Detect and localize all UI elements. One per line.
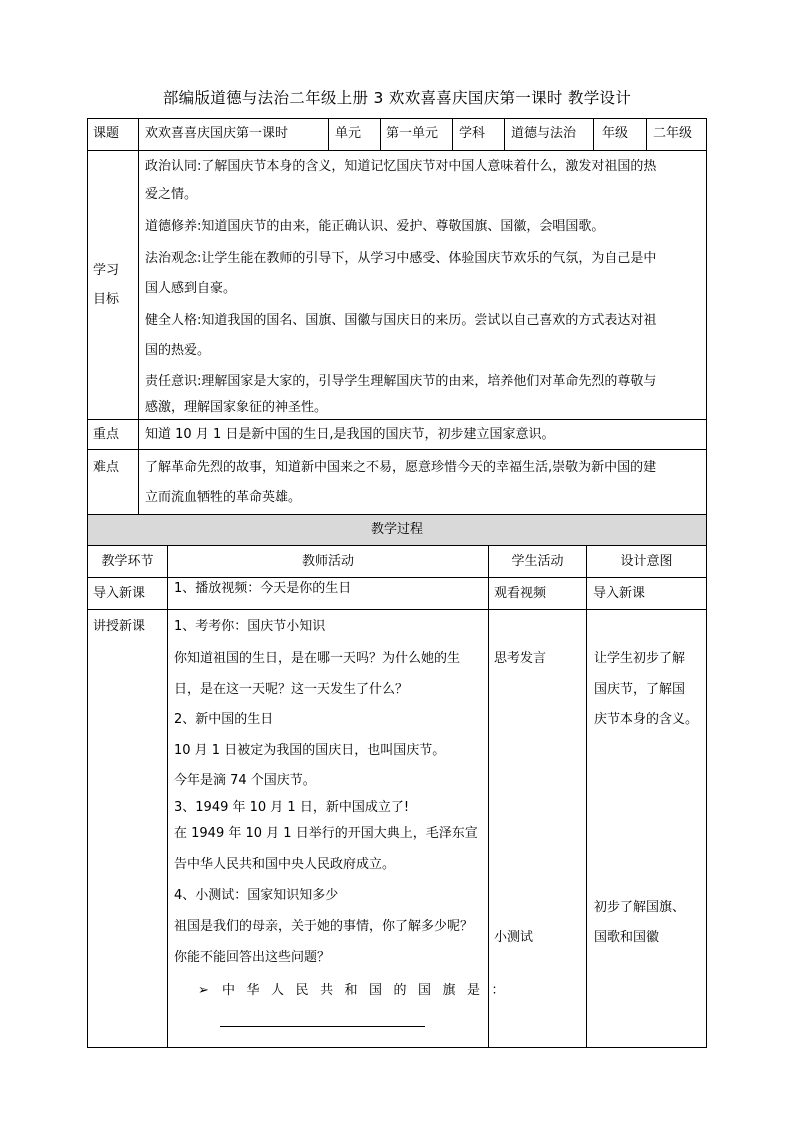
lecture-teacher-line: 日，是在这一天呢？这一天发生了什么？ <box>174 682 409 697</box>
lecture-teacher-line: 祖国是我们的母亲，关于她的事情，你了解多少呢？ <box>174 919 474 934</box>
goal-line: 爱之情。 <box>145 187 198 202</box>
lecture-intent-line: 国庆节，了解国 <box>594 682 686 697</box>
lecture-teacher-line: 告中华人民共和国中央人民政府成立。 <box>174 857 396 872</box>
table-border-top <box>87 118 707 119</box>
grade-label: 年级 <box>602 126 629 141</box>
bullet-arrow-icon: ➢ <box>198 983 209 998</box>
unit-value: 第一单元 <box>386 126 439 141</box>
table-rule-keypoint <box>87 449 707 450</box>
intro-student-activity: 观看视频 <box>494 586 547 601</box>
table-rule-columns <box>87 577 707 578</box>
goal-line: 国人感到自豪。 <box>145 281 237 296</box>
answer-blank-line[interactable] <box>220 1026 425 1027</box>
table-rule-header <box>87 150 707 151</box>
lecture-intent-line: 国歌和国徽 <box>594 930 660 945</box>
lecture-teacher-line: 今年是滴 74 个国庆节。 <box>174 773 316 788</box>
topic-value: 欢欢喜喜庆国庆第一课时 <box>145 126 289 141</box>
quiz-question: 中华人民共和国的国旗是： <box>222 983 517 998</box>
table-border-bottom <box>87 1047 707 1048</box>
difficulty-label: 难点 <box>93 460 120 475</box>
key-point-label: 重点 <box>93 427 120 442</box>
table-rule-process-title <box>87 545 707 546</box>
goal-line: 法治观念:让学生能在教师的引导下，从学习中感受、体验国庆节欢乐的气氛，为自己是中 <box>145 251 657 266</box>
goal-line: 健全人格:知道我国的国名、国旗、国徽与国庆日的来历。尝试以自己喜欢的方式表达对祖 <box>145 313 657 328</box>
table-rule-goals <box>87 419 707 420</box>
column-header-student: 学生活动 <box>511 554 564 569</box>
subject-label: 学科 <box>459 126 486 141</box>
header-divider <box>504 118 505 150</box>
document-title: 部编版道德与法治二年级上册 3 欢欢喜喜庆国庆第一课时 教学设计 <box>162 89 632 107</box>
header-divider <box>138 118 139 150</box>
process-column-divider <box>167 545 168 1047</box>
intro-design-intent: 导入新课 <box>593 586 646 601</box>
lecture-teacher-line: 你能不能回答出这些问题？ <box>174 950 331 965</box>
goal-line: 政治认同:了解国庆节本身的含义，知道记忆国庆节对中国人意味着什么，激发对祖国的热 <box>145 159 657 174</box>
label-column-divider <box>138 150 139 514</box>
topic-label: 课题 <box>93 126 120 141</box>
header-divider <box>593 118 594 150</box>
lecture-teacher-line: 2、新中国的生日 <box>174 712 274 727</box>
lecture-teacher-line: 1、考考你：国庆节小知识 <box>174 619 326 634</box>
table-border-right <box>706 118 707 1048</box>
intro-stage: 导入新课 <box>93 586 146 601</box>
grade-value: 二年级 <box>653 126 693 141</box>
header-divider <box>452 118 453 150</box>
goal-line: 国的热爱。 <box>145 343 211 358</box>
lecture-teacher-line: 3、1949 年 10 月 1 日，新中国成立了! <box>174 800 410 815</box>
lecture-teacher-line: 10 月 1 日被定为我国的国庆日，也叫国庆节。 <box>174 743 446 758</box>
lecture-intent-line: 庆节本身的含义。 <box>594 712 699 727</box>
difficulty-line: 了解革命先烈的故事，知道新中国来之不易，愿意珍惜今天的幸福生活,崇敬为新中国的建 <box>145 460 657 475</box>
column-header-stage: 教学环节 <box>101 554 154 569</box>
subject-value: 道德与法治 <box>511 126 577 141</box>
goals-label-line1: 学习 <box>93 263 120 278</box>
header-divider <box>328 118 329 150</box>
lecture-teacher-line: 4、小测试：国家知识知多少 <box>174 888 339 903</box>
lecture-intent-line: 初步了解国旗、 <box>594 900 686 915</box>
lecture-student-activity: 思考发言 <box>494 651 547 666</box>
header-divider <box>380 118 381 150</box>
process-column-divider <box>488 545 489 1047</box>
goal-line: 道德修养:知道国庆节的由来，能正确认识、爱护、尊敬国旗、国徽，会唱国歌。 <box>145 219 605 234</box>
column-header-intent: 设计意图 <box>620 554 673 569</box>
table-rule-intro <box>87 609 707 610</box>
goal-line: 责任意识:理解国家是大家的，引导学生理解国庆节的由来，培养他们对革命先烈的尊敬与 <box>145 374 657 389</box>
goal-line: 感激，理解国家象征的神圣性。 <box>145 400 328 415</box>
table-border-left <box>87 118 88 1048</box>
process-title: 教学过程 <box>370 522 423 537</box>
difficulty-line: 立而流血牺牲的革命英雄。 <box>145 490 302 505</box>
unit-label: 单元 <box>335 126 362 141</box>
header-divider <box>646 118 647 150</box>
lecture-intent-line: 让学生初步了解 <box>594 651 686 666</box>
goals-label-line2: 目标 <box>93 292 120 307</box>
lecture-teacher-line: 你知道祖国的生日，是在哪一天吗？为什么她的生 <box>174 651 461 666</box>
key-point-text: 知道 10 月 1 日是新中国的生日,是我国的国庆节，初步建立国家意识。 <box>145 427 555 442</box>
lecture-stage: 讲授新课 <box>93 619 146 634</box>
lecture-teacher-line: 在 1949 年 10 月 1 日举行的开国大典上，毛泽东宣 <box>174 826 478 841</box>
lecture-student-activity: 小测试 <box>494 930 534 945</box>
process-column-divider <box>586 545 587 1047</box>
intro-teacher-activity: 1、播放视频：今天是你的生日 <box>174 581 352 596</box>
column-header-teacher: 教师活动 <box>301 554 354 569</box>
